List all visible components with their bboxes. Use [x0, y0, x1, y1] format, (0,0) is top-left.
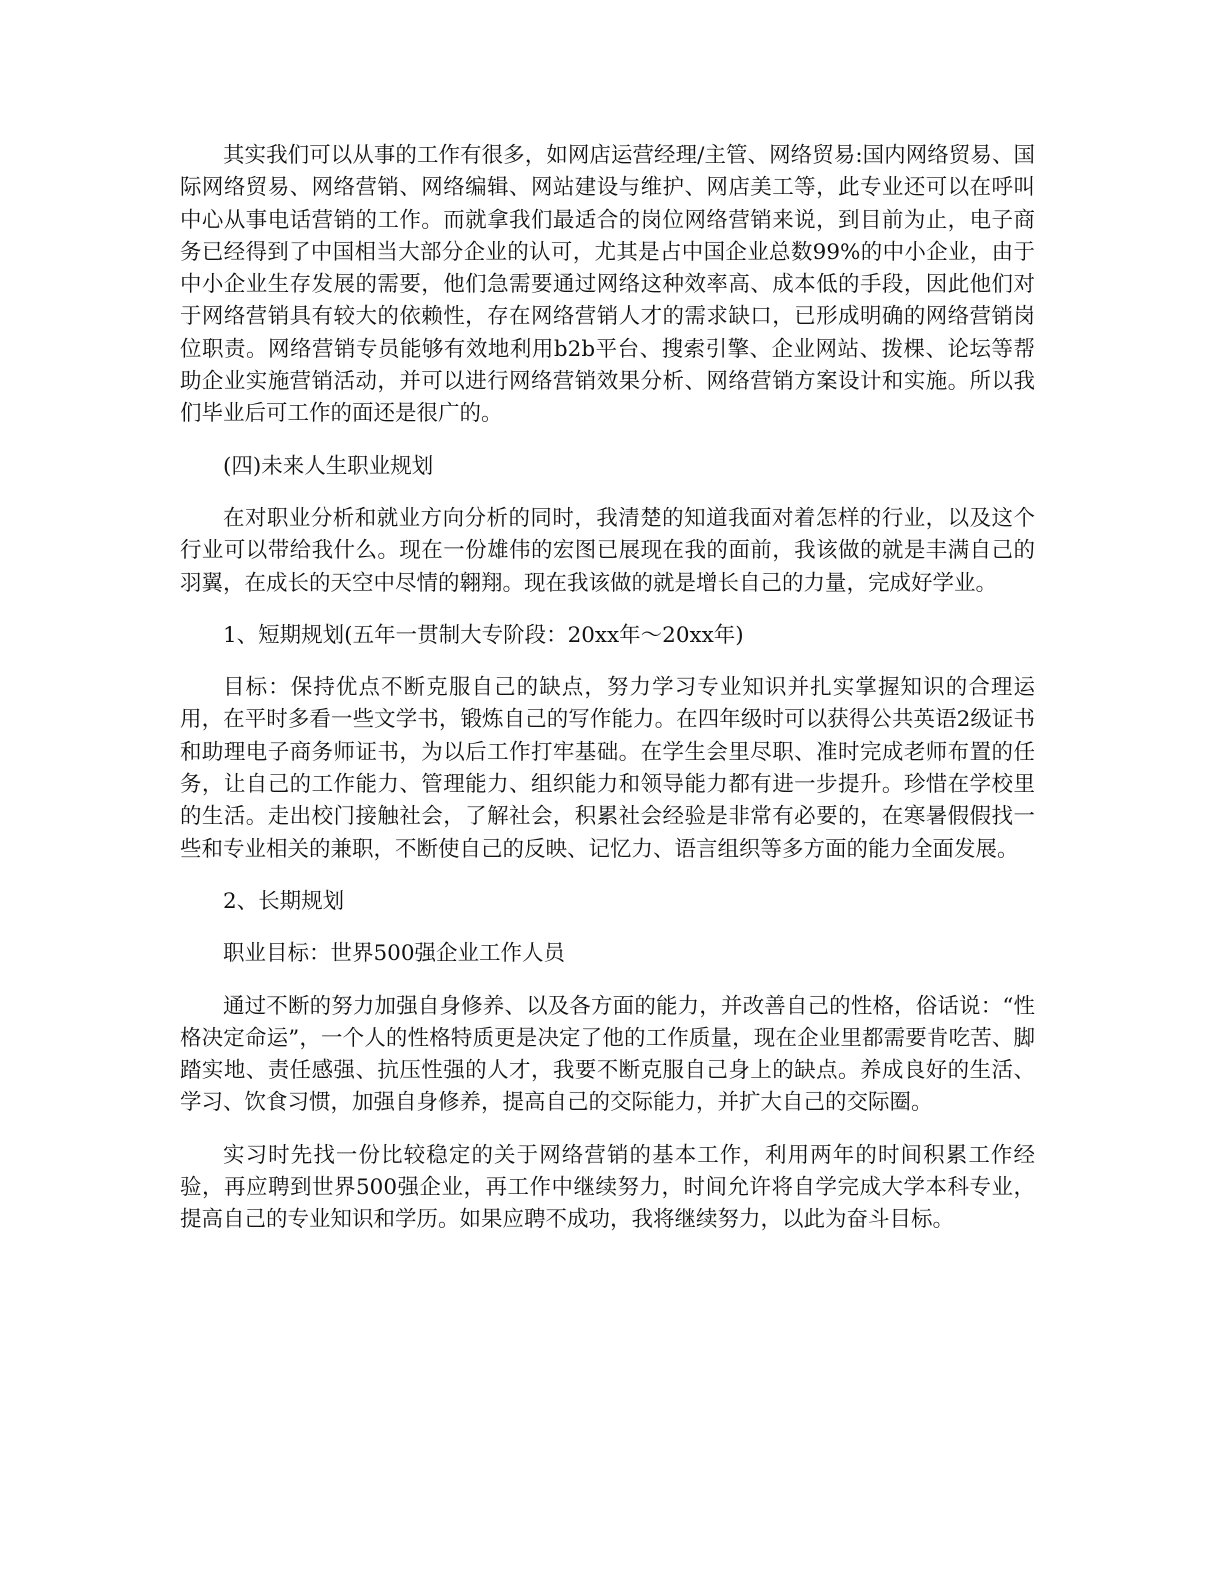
paragraph-self-improvement: 通过不断的努力加强自身修养、以及各方面的能力，并改善自己的性格，俗话说：“性格决定命运”，一个人的性格特质更是决定了他的工作质量，现在企业里都需要肯吃苦、脚踏实地、责任感强、抗压性强的人才，我要不断克服自己身上的缺点。养成良好的生活、学习、饮食习惯，加强自身修养，提高自己的交际能力，并扩大自己的交际圈。 [180, 993, 1035, 1116]
career-goal-line: 职业目标：世界500强企业工作人员 [223, 941, 566, 967]
section-heading-future-career-plan: (四)未来人生职业规划 [223, 453, 434, 479]
paragraph-job-options: 其实我们可以从事的工作有很多，如网店运营经理/主管、网络贸易:国内网络贸易、国际网络贸易、网络营销、网络编辑、网站建设与维护、网店美工等，此专业还可以在呼叫中心从事电话营销的工作。而就拿我们最适合的岗位网络营销来说，到目前为止，电子商务已经得到了中国相当大部分企业的认可，尤其是占中国企业总数99%的中小企业，由于中小企业生存发展的需要，他们急需要通过网络这种效率高、成本低的手段，因此他们对于网络营销具有较大的依赖性，存在网络营销人才的需求缺口，已形成明确的网络营销岗位职责。网络营销专员能够有效地利用b2b平台、搜索引擎、企业网站、拨棵、论坛等帮助企业实施营销活动，并可以进行网络营销效果分析、网络营销方案设计和实施。所以我们毕业后可工作的面还是很广的。 [180, 143, 1035, 427]
document-page [180, 140, 1035, 1257]
subheading-long-term-plan: 2、长期规划 [223, 888, 345, 914]
subheading-short-term-plan: 1、短期规划(五年一贯制大专阶段：20xx年～20xx年) [223, 622, 744, 648]
paragraph-internship-plan: 实习时先找一份比较稳定的关于网络营销的基本工作，利用两年的时间积累工作经验，再应聘到世界500强企业，再工作中继续努力，时间允许将自学完成大学本科专业，提高自己的专业知识和学历。如果应聘不成功，我将继续努力，以此为奋斗目标。 [180, 1142, 1035, 1233]
paragraph-short-term-goal: 目标：保持优点不断克服自己的缺点，努力学习专业知识并扎实掌握知识的合理运用，在平时多看一些文学书，锻炼自己的写作能力。在四年级时可以获得公共英语2级证书和助理电子商务师证书，为以后工作打牢基础。在学生会里尽职、准时完成老师布置的任务，让自己的工作能力、管理能力、组织能力和领导能力都有进一步提升。珍惜在学校里的生活。走出校门接触社会，了解社会，积累社会经验是非常有必要的，在寒暑假假找一些和专业相关的兼职，不断使自己的反映、记忆力、语言组织等多方面的能力全面发展。 [180, 675, 1035, 862]
paragraph-industry-analysis: 在对职业分析和就业方向分析的同时，我清楚的知道我面对着怎样的行业，以及这个行业可以带给我什么。现在一份雄伟的宏图已展现在我的面前，我该做的就是丰满自己的羽翼，在成长的天空中尽情的翱翔。现在我该做的就是增长自己的力量，完成好学业。 [180, 505, 1035, 596]
